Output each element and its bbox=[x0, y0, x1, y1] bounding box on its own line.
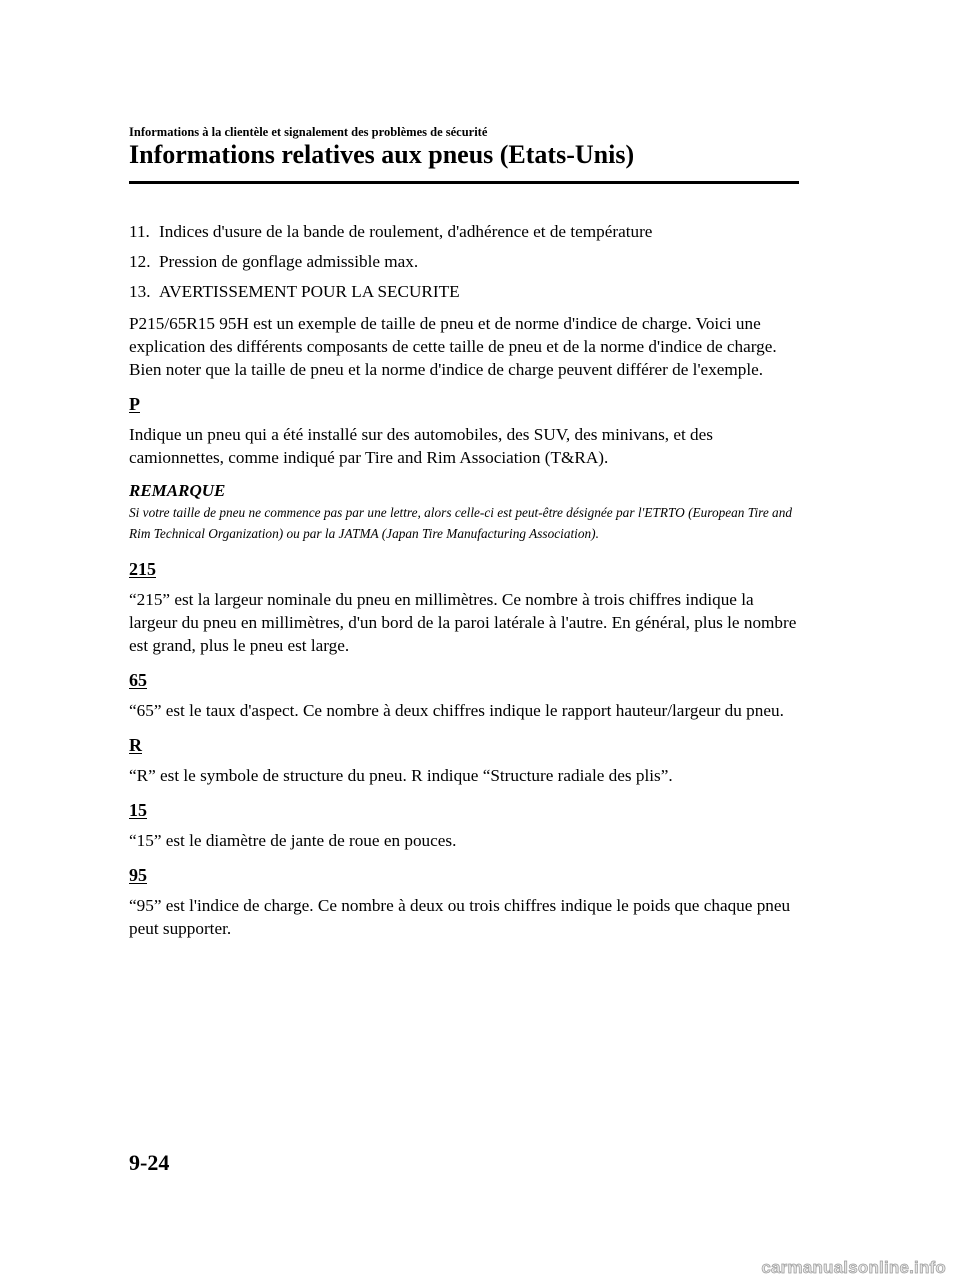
section-breadcrumb: Informations à la clientèle et signalement des problèmes de sécurité bbox=[129, 125, 488, 139]
term-width-description: “215” est la largeur nominale du pneu en millimètres. Ce nombre à trois chiffres indique la largeur du pneu en millimètres, d'un bord de la paroi latérale à l'autre. En général, plus le nombre est grand, plus le pneu est large. bbox=[129, 590, 797, 655]
page-title: Informations relatives aux pneus (Etats-Unis) bbox=[129, 140, 635, 169]
term-p-description: Indique un pneu qui a été installé sur des automobiles, des SUV, des minivans, et des camionnettes, comme indiqué par Tire and Rim Association (T&RA). bbox=[129, 425, 713, 467]
term-p: P bbox=[129, 394, 140, 414]
page-number: 9-24 bbox=[129, 1150, 170, 1175]
list-item-text: Indices d'usure de la bande de roulement, d'adhérence et de température bbox=[159, 222, 653, 241]
term-structure: R bbox=[129, 735, 142, 755]
term-diameter: 15 bbox=[129, 800, 147, 820]
term-load: 95 bbox=[129, 865, 147, 885]
note-heading: REMARQUE bbox=[129, 481, 226, 500]
list-item-number: 12. bbox=[129, 252, 151, 271]
intro-paragraph: P215/65R15 95H est un exemple de taille de pneu et de norme d'indice de charge. Voici une explication des différents composants de cette taille de pneu et de la norme d'indice de charge. Bien noter que la taille de pneu et la norme d'indice de charge peuvent différer de l'exemple. bbox=[129, 314, 777, 379]
page-content bbox=[129, 220, 801, 951]
title-divider bbox=[129, 181, 799, 184]
term-diameter-description: “15” est le diamètre de jante de roue en pouces. bbox=[129, 831, 457, 850]
list-item-number: 11. bbox=[129, 222, 150, 241]
term-structure-description: “R” est le symbole de structure du pneu. R indique “Structure radiale des plis”. bbox=[129, 766, 673, 785]
watermark: carmanualsonline.info bbox=[761, 1258, 946, 1277]
note-text: Si votre taille de pneu ne commence pas par une lettre, alors celle-ci est peut-être désignée par l'ETRTO (European Tire and Rim Technical Organization) ou par la JATMA (Japan Tire Manufacturing Association). bbox=[129, 505, 792, 541]
list-item-text: Pression de gonflage admissible max. bbox=[159, 252, 419, 271]
list-item bbox=[129, 250, 801, 273]
list-item bbox=[129, 220, 801, 243]
list-item-number: 13. bbox=[129, 282, 151, 301]
term-aspect-description: “65” est le taux d'aspect. Ce nombre à deux chiffres indique le rapport hauteur/largeur du pneu. bbox=[129, 701, 784, 720]
list-item-text: AVERTISSEMENT POUR LA SECURITE bbox=[159, 282, 460, 301]
list-item bbox=[129, 280, 801, 303]
term-aspect: 65 bbox=[129, 670, 147, 690]
term-width: 215 bbox=[129, 559, 156, 579]
term-load-description: “95” est l'indice de charge. Ce nombre à deux ou trois chiffres indique le poids que chaque pneu peut supporter. bbox=[129, 896, 791, 938]
